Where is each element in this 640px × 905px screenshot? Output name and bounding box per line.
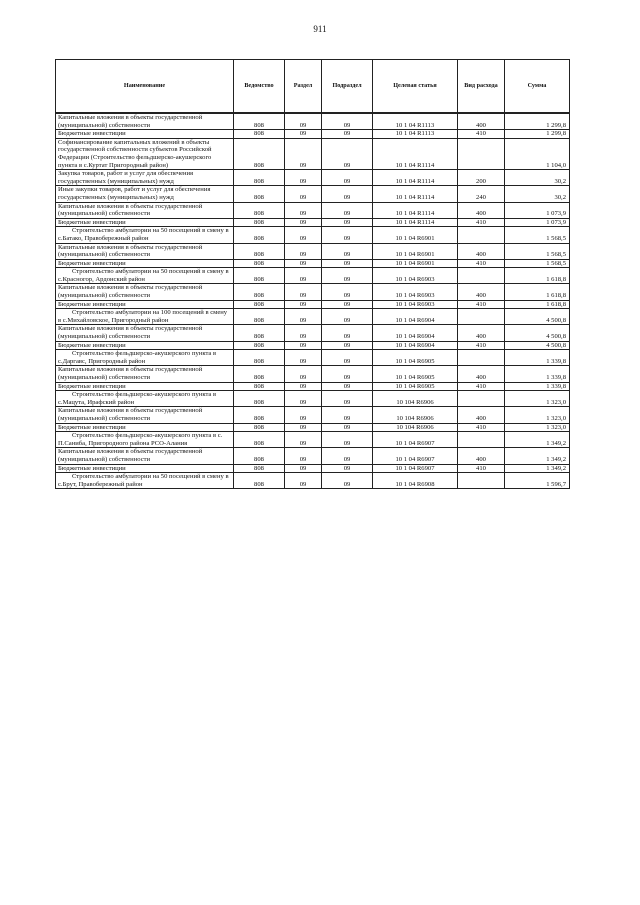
table-body xyxy=(56,113,570,489)
table-row xyxy=(56,268,570,284)
table-cell-name: Бюджетные инвестиции xyxy=(56,341,234,350)
table-row xyxy=(56,432,570,448)
table-cell-expense-type: 200 xyxy=(458,170,505,186)
table-row xyxy=(56,218,570,227)
table-cell-amount: 1 104,0 xyxy=(505,138,570,169)
table-cell-expense-type: 400 xyxy=(458,202,505,218)
table-cell-expense-type: 410 xyxy=(458,382,505,391)
table-cell-department: 808 xyxy=(234,243,285,259)
header-name: Наименование xyxy=(56,60,234,114)
table-cell-section: 09 xyxy=(285,227,322,243)
table-cell-expense-type xyxy=(458,350,505,366)
table-cell-section: 09 xyxy=(285,243,322,259)
table-cell-section: 09 xyxy=(285,325,322,341)
table-cell-section: 09 xyxy=(285,218,322,227)
table-cell-target-article: 10 1 04 R6907 xyxy=(373,464,458,473)
table-cell-target-article: 10 1 04 R6903 xyxy=(373,284,458,300)
table-cell-amount: 30,2 xyxy=(505,170,570,186)
table-cell-target-article: 10 1 04 R6905 xyxy=(373,366,458,382)
table-cell-department: 808 xyxy=(234,325,285,341)
table-row xyxy=(56,138,570,169)
table-row xyxy=(56,309,570,325)
table-cell-amount: 1 349,2 xyxy=(505,432,570,448)
table-cell-amount: 1 323,0 xyxy=(505,423,570,432)
table-cell-department: 808 xyxy=(234,259,285,268)
table-cell-section: 09 xyxy=(285,170,322,186)
table-cell-department: 808 xyxy=(234,432,285,448)
table-cell-section: 09 xyxy=(285,259,322,268)
table-cell-name: Строительство амбулатории на 100 посещений в смену в с.Михайловское, Пригородный район xyxy=(56,309,234,325)
table-cell-target-article: 10 1 04 R6905 xyxy=(373,382,458,391)
table-cell-subsection: 09 xyxy=(322,464,373,473)
table-cell-department: 808 xyxy=(234,227,285,243)
table-cell-amount: 1 299,8 xyxy=(505,130,570,139)
table-cell-target-article: 10 1 04 R6907 xyxy=(373,432,458,448)
table-cell-section: 09 xyxy=(285,423,322,432)
table-cell-subsection: 09 xyxy=(322,259,373,268)
table-cell-name: Капитальные вложения в объекты государственной (муниципальной) собственности xyxy=(56,202,234,218)
header-target-article: Целевая статья xyxy=(373,60,458,114)
table-cell-expense-type xyxy=(458,227,505,243)
table-cell-department: 808 xyxy=(234,448,285,464)
table-cell-department: 808 xyxy=(234,300,285,309)
table-cell-name: Бюджетные инвестиции xyxy=(56,130,234,139)
table-row xyxy=(56,130,570,139)
table-cell-amount: 1 349,2 xyxy=(505,448,570,464)
table-cell-name: Капитальные вложения в объекты государственной (муниципальной) собственности xyxy=(56,448,234,464)
table-cell-expense-type: 410 xyxy=(458,259,505,268)
table-cell-amount: 1 323,0 xyxy=(505,391,570,407)
table-cell-section: 09 xyxy=(285,366,322,382)
table-cell-section: 09 xyxy=(285,448,322,464)
table-cell-department: 808 xyxy=(234,202,285,218)
table-cell-department: 808 xyxy=(234,473,285,489)
table-cell-department: 808 xyxy=(234,170,285,186)
table-cell-section: 09 xyxy=(285,138,322,169)
table-cell-expense-type: 410 xyxy=(458,130,505,139)
table-cell-expense-type: 410 xyxy=(458,464,505,473)
table-cell-expense-type: 400 xyxy=(458,325,505,341)
table-cell-target-article: 10 1 04 R6901 xyxy=(373,243,458,259)
page-number: 911 xyxy=(313,24,327,34)
table-cell-name: Закупка товаров, работ и услуг для обеспечения государственных (муниципальных) нужд xyxy=(56,170,234,186)
table-cell-name: Капитальные вложения в объекты государственной (муниципальной) собственности xyxy=(56,366,234,382)
table-cell-subsection: 09 xyxy=(322,473,373,489)
table-cell-target-article: 10 104 R6906 xyxy=(373,407,458,423)
table-row xyxy=(56,170,570,186)
table-cell-department: 808 xyxy=(234,464,285,473)
table-header-row xyxy=(56,60,570,114)
table-cell-expense-type: 410 xyxy=(458,423,505,432)
table-cell-amount: 1 339,8 xyxy=(505,350,570,366)
table-cell-name: Бюджетные инвестиции xyxy=(56,300,234,309)
table-cell-expense-type: 400 xyxy=(458,284,505,300)
table-cell-expense-type xyxy=(458,432,505,448)
table-cell-target-article: 10 1 04 R1114 xyxy=(373,170,458,186)
table-cell-name: Капитальные вложения в объекты государственной (муниципальной) собственности xyxy=(56,243,234,259)
header-expense-type: Вид расхода xyxy=(458,60,505,114)
table-cell-subsection: 09 xyxy=(322,202,373,218)
table-cell-subsection: 09 xyxy=(322,170,373,186)
table-cell-department: 808 xyxy=(234,423,285,432)
header-amount: Сумма xyxy=(505,60,570,114)
table-cell-name: Строительство амбулатории на 50 посещений в смену в с.Брут, Правобережный район xyxy=(56,473,234,489)
table-cell-amount: 1 073,9 xyxy=(505,218,570,227)
table-cell-name: Софинансирование капитальных вложений в объекты государственной собственности субъектов Российской Федерации (Строительство фельдшерско-акушерского пункта в с.Куртат Пригородный район) xyxy=(56,138,234,169)
table-cell-amount: 1 073,9 xyxy=(505,202,570,218)
header-department: Ведомство xyxy=(234,60,285,114)
table-cell-section: 09 xyxy=(285,341,322,350)
table-cell-subsection: 09 xyxy=(322,284,373,300)
table-row xyxy=(56,350,570,366)
table-cell-expense-type xyxy=(458,268,505,284)
table-cell-name: Строительство амбулатории на 50 посещений в смену в с.Батако, Правобережный район xyxy=(56,227,234,243)
table-row xyxy=(56,202,570,218)
table-cell-expense-type: 400 xyxy=(458,243,505,259)
table-cell-target-article: 10 1 04 R6907 xyxy=(373,448,458,464)
table-cell-expense-type xyxy=(458,473,505,489)
table-cell-subsection: 09 xyxy=(322,448,373,464)
table-row xyxy=(56,243,570,259)
table-cell-subsection: 09 xyxy=(322,218,373,227)
table-row xyxy=(56,325,570,341)
table-cell-section: 09 xyxy=(285,284,322,300)
table-cell-target-article: 10 1 04 R1114 xyxy=(373,186,458,202)
table-row xyxy=(56,391,570,407)
table-cell-department: 808 xyxy=(234,407,285,423)
table-cell-subsection: 09 xyxy=(322,113,373,130)
table-cell-subsection: 09 xyxy=(322,341,373,350)
table-cell-amount: 1 568,5 xyxy=(505,227,570,243)
table-cell-section: 09 xyxy=(285,309,322,325)
table-cell-section: 09 xyxy=(285,300,322,309)
table-cell-target-article: 10 1 04 R6904 xyxy=(373,325,458,341)
table-cell-expense-type: 410 xyxy=(458,341,505,350)
table-cell-subsection: 09 xyxy=(322,227,373,243)
table-row xyxy=(56,186,570,202)
table-cell-expense-type: 400 xyxy=(458,113,505,130)
table-cell-target-article: 10 1 04 R1113 xyxy=(373,130,458,139)
table-cell-amount: 30,2 xyxy=(505,186,570,202)
table-cell-target-article: 10 1 04 R1114 xyxy=(373,138,458,169)
table-cell-name: Капитальные вложения в объекты государственной (муниципальной) собственности xyxy=(56,407,234,423)
table-cell-target-article: 10 1 04 R6901 xyxy=(373,259,458,268)
table-cell-section: 09 xyxy=(285,202,322,218)
table-cell-amount: 1 568,5 xyxy=(505,243,570,259)
table-row xyxy=(56,382,570,391)
table-cell-department: 808 xyxy=(234,268,285,284)
table-row xyxy=(56,448,570,464)
table-cell-subsection: 09 xyxy=(322,432,373,448)
table-cell-amount: 1 618,8 xyxy=(505,300,570,309)
table-cell-amount: 4 500,8 xyxy=(505,325,570,341)
table-row xyxy=(56,464,570,473)
table-cell-subsection: 09 xyxy=(322,423,373,432)
table-cell-department: 808 xyxy=(234,218,285,227)
table-cell-name: Строительство фельдшерско-акушерского пункта в с.Даргавс, Пригородный район xyxy=(56,350,234,366)
table-cell-department: 808 xyxy=(234,309,285,325)
table-cell-amount: 1 349,2 xyxy=(505,464,570,473)
table-cell-department: 808 xyxy=(234,341,285,350)
table-cell-expense-type: 400 xyxy=(458,366,505,382)
table-cell-department: 808 xyxy=(234,391,285,407)
table-row xyxy=(56,341,570,350)
table-cell-expense-type: 400 xyxy=(458,407,505,423)
table-cell-amount: 1 596,7 xyxy=(505,473,570,489)
table-cell-name: Бюджетные инвестиции xyxy=(56,423,234,432)
table-cell-department: 808 xyxy=(234,186,285,202)
table-cell-subsection: 09 xyxy=(322,130,373,139)
table-cell-amount: 4 500,8 xyxy=(505,341,570,350)
table-cell-department: 808 xyxy=(234,284,285,300)
table-cell-name: Бюджетные инвестиции xyxy=(56,464,234,473)
table-cell-subsection: 09 xyxy=(322,268,373,284)
table-cell-amount: 1 618,8 xyxy=(505,268,570,284)
table-cell-subsection: 09 xyxy=(322,366,373,382)
table-cell-target-article: 10 1 04 R6903 xyxy=(373,268,458,284)
table-cell-target-article: 10 1 04 R6901 xyxy=(373,227,458,243)
table-cell-section: 09 xyxy=(285,113,322,130)
table-cell-subsection: 09 xyxy=(322,382,373,391)
table-cell-section: 09 xyxy=(285,268,322,284)
table-cell-name: Бюджетные инвестиции xyxy=(56,218,234,227)
table-row xyxy=(56,227,570,243)
table-cell-name: Капитальные вложения в объекты государственной (муниципальной) собственности xyxy=(56,325,234,341)
table-cell-section: 09 xyxy=(285,473,322,489)
table-cell-expense-type: 410 xyxy=(458,218,505,227)
table-cell-target-article: 10 1 04 R6904 xyxy=(373,309,458,325)
table-cell-section: 09 xyxy=(285,464,322,473)
table-cell-target-article: 10 1 04 R6903 xyxy=(373,300,458,309)
header-subsection: Подраздел xyxy=(322,60,373,114)
table-cell-section: 09 xyxy=(285,391,322,407)
table-cell-section: 09 xyxy=(285,432,322,448)
table-cell-name: Капитальные вложения в объекты государственной (муниципальной) собственности xyxy=(56,113,234,130)
table-cell-expense-type: 240 xyxy=(458,186,505,202)
table-cell-name: Строительство фельдшерско-акушерского пункта в с.Мацута, Ирафский район xyxy=(56,391,234,407)
table-cell-expense-type xyxy=(458,391,505,407)
table-cell-expense-type xyxy=(458,309,505,325)
table-cell-target-article: 10 1 04 R6908 xyxy=(373,473,458,489)
table-cell-department: 808 xyxy=(234,350,285,366)
table-cell-subsection: 09 xyxy=(322,138,373,169)
table-cell-amount: 1 618,8 xyxy=(505,284,570,300)
table-cell-section: 09 xyxy=(285,130,322,139)
table-row xyxy=(56,473,570,489)
table-cell-department: 808 xyxy=(234,113,285,130)
table-cell-subsection: 09 xyxy=(322,186,373,202)
table-cell-expense-type: 400 xyxy=(458,448,505,464)
table-cell-amount: 1 323,0 xyxy=(505,407,570,423)
table-cell-amount: 4 500,8 xyxy=(505,309,570,325)
table-row xyxy=(56,407,570,423)
table-cell-section: 09 xyxy=(285,186,322,202)
table-cell-department: 808 xyxy=(234,130,285,139)
table-row xyxy=(56,284,570,300)
table-cell-subsection: 09 xyxy=(322,350,373,366)
table-cell-subsection: 09 xyxy=(322,391,373,407)
table-cell-section: 09 xyxy=(285,407,322,423)
table-cell-section: 09 xyxy=(285,382,322,391)
table-cell-section: 09 xyxy=(285,350,322,366)
table-cell-subsection: 09 xyxy=(322,243,373,259)
table-cell-name: Бюджетные инвестиции xyxy=(56,259,234,268)
table-cell-target-article: 10 1 04 R1114 xyxy=(373,218,458,227)
table-cell-expense-type: 410 xyxy=(458,300,505,309)
table-row xyxy=(56,259,570,268)
table-cell-subsection: 09 xyxy=(322,300,373,309)
header-section: Раздел xyxy=(285,60,322,114)
table-cell-name: Иные закупки товаров, работ и услуг для обеспечения государственных (муниципальных) нужд xyxy=(56,186,234,202)
table-cell-subsection: 09 xyxy=(322,407,373,423)
table-cell-target-article: 10 104 R6906 xyxy=(373,391,458,407)
table-cell-target-article: 10 1 04 R1113 xyxy=(373,113,458,130)
table-row xyxy=(56,423,570,432)
budget-table xyxy=(55,59,570,489)
table-cell-target-article: 10 1 04 R6905 xyxy=(373,350,458,366)
table-cell-amount: 1 339,8 xyxy=(505,382,570,391)
table-cell-department: 808 xyxy=(234,366,285,382)
table-cell-department: 808 xyxy=(234,382,285,391)
table-cell-target-article: 10 1 04 R1114 xyxy=(373,202,458,218)
table-cell-amount: 1 339,8 xyxy=(505,366,570,382)
table-cell-name: Капитальные вложения в объекты государственной (муниципальной) собственности xyxy=(56,284,234,300)
table-cell-subsection: 09 xyxy=(322,325,373,341)
table-cell-department: 808 xyxy=(234,138,285,169)
table-cell-name: Строительство амбулатории на 50 посещений в смену в с.Красногор, Ардонский район xyxy=(56,268,234,284)
table-cell-name: Бюджетные инвестиции xyxy=(56,382,234,391)
table-row xyxy=(56,113,570,130)
table-cell-expense-type xyxy=(458,138,505,169)
table-cell-subsection: 09 xyxy=(322,309,373,325)
table-cell-amount: 1 299,8 xyxy=(505,113,570,130)
table-row xyxy=(56,366,570,382)
table-cell-name: Строительство фельдшерско-акушерского пункта в с. П.Саниба, Пригородного района РСО-Алания xyxy=(56,432,234,448)
table-row xyxy=(56,300,570,309)
table-cell-target-article: 10 1 04 R6904 xyxy=(373,341,458,350)
table-cell-amount: 1 568,5 xyxy=(505,259,570,268)
table-cell-target-article: 10 104 R6906 xyxy=(373,423,458,432)
